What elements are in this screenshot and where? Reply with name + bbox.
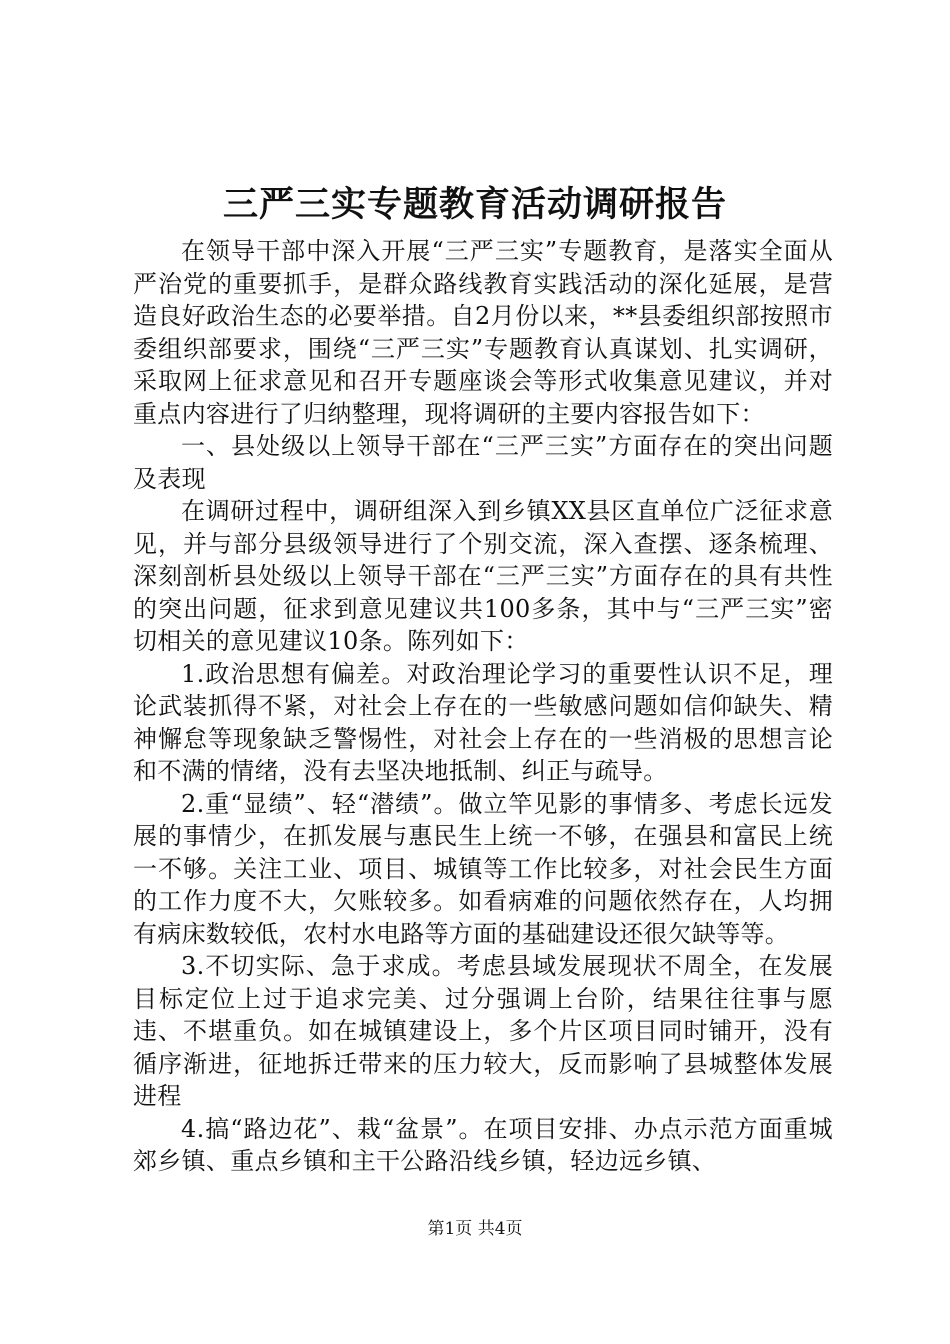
section-heading-1: 一、县处级以上领导干部在“三严三实”方面存在的突出问题及表现 <box>133 432 833 493</box>
page-footer: 第1页 共4页 <box>427 1219 523 1239</box>
list-item-1: 1.政治思想有偏差。对政治理论学习的重要性认识不足，理论武装抓得不紧，对社会上存在的一些敏感问题如信仰缺失、精神懈怠等现象缺乏警惕性，对社会上存在的一些消极的思想言论和不满的情绪，没有去坚决地抵制、纠正与疏导。 <box>133 659 833 785</box>
list-item-2: 2.重“显绩”、轻“潜绩”。做立竿见影的事情多、考虑长远发展的事情少，在抓发展与惠民生上统一不够，在强县和富民上统一不够。关注工业、项目、城镇等工作比较多，对社会民生方面的工作力度不大，欠账较多。如看病难的问题依然存在，人均拥有病床数较低，农村水电路等方面的基础建设还很欠缺等等。 <box>133 789 833 948</box>
paragraph-intro: 在领导干部中深入开展“三严三实”专题教育，是落实全面从严治党的重要抓手，是群众路线教育实践活动的深化延展，是营造良好政治生态的必要举措。自2月份以来，**县委组织部按照市委组织部要求，围绕“三严三实”专题教育认真谋划、扎实调研，采取网上征求意见和召开专题座谈会等形式收集意见建议，并对重点内容进行了归纳整理，现将调研的主要内容报告如下： <box>133 237 833 428</box>
paragraph-survey: 在调研过程中，调研组深入到乡镇XX县区直单位广泛征求意见，并与部分县级领导进行了个别交流，深入查摆、逐条梳理、深刻剖析县处级以上领导干部在“三严三实”方面存在的具有共性的突出问题，征求到意见建议共100多条，其中与“三严三实”密切相关的意见建议10条。陈列如下： <box>133 497 833 655</box>
list-item-4: 4.搞“路边花”、栽“盆景”。在项目安排、办点示范方面重城郊乡镇、重点乡镇和主干公路沿线乡镇，轻边远乡镇、 <box>133 1114 833 1175</box>
document-title: 三严三实专题教育活动调研报告 <box>222 184 727 225</box>
document-body <box>133 235 833 1178</box>
list-item-3: 3.不切实际、急于求成。考虑县域发展现状不周全，在发展目标定位上过于追求完美、过分强调上台阶，结果往往事与愿违、不堪重负。如在城镇建设上，多个片区项目同时铺开，没有循序渐进，征地拆迁带来的压力较大，反而影响了县城整体发展进程 <box>133 952 833 1110</box>
